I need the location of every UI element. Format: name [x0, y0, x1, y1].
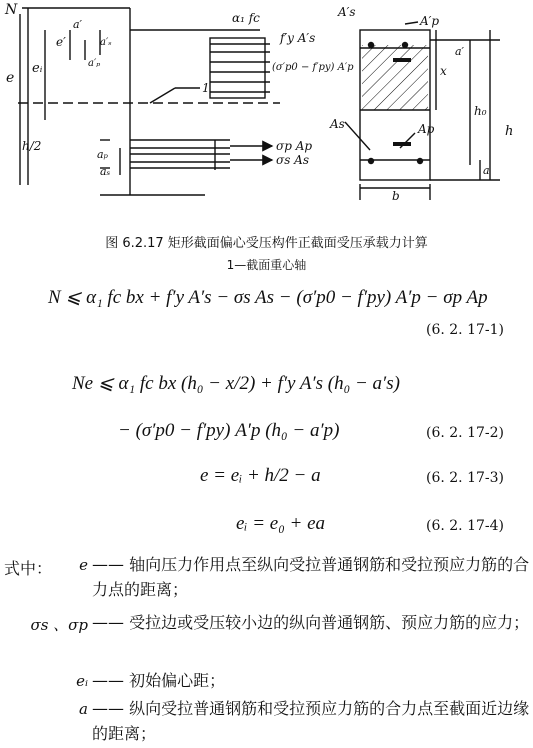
equation-3: e = eᵢ + h/2 − a — [200, 465, 321, 486]
def-desc-ei: —— 初始偏心距； — [92, 671, 226, 690]
label-As-prime: A′s — [338, 5, 356, 19]
label-Ap: Ap — [418, 122, 435, 136]
equation-1: N ⩽ α₁ fc bx + f′y A′s − σs As − (σ′p0 − f′py) A′p − σp Ap — [48, 287, 488, 308]
label-a-prime-right: a′ — [455, 45, 465, 58]
equation-4-number: (6. 2. 17-4) — [426, 518, 504, 534]
label-N: N — [5, 2, 18, 18]
equation-2-number: (6. 2. 17-2) — [426, 425, 504, 441]
label-a-right: a — [483, 164, 490, 177]
label-force-Ap: σp Ap — [276, 139, 313, 153]
label-force-As: σs As — [276, 153, 309, 167]
label-as: aₛ — [100, 165, 111, 178]
label-ap-prime: a′ₚ — [88, 58, 101, 69]
label-h0: h₀ — [474, 104, 487, 118]
label-x: x — [440, 64, 447, 78]
equation-4: eᵢ = e₀ + ea — [236, 513, 326, 534]
label-force-prestress: (σ′p0 − f′py) A′p — [272, 62, 354, 73]
label-ap: aₚ — [97, 148, 108, 161]
label-force-concrete: α₁ fc — [232, 11, 260, 25]
equation-3-number: (6. 2. 17-3) — [426, 470, 504, 486]
label-As: As — [330, 117, 345, 131]
label-force-As-prime: f′y A′s — [280, 31, 316, 45]
def-desc-a: —— 纵向受拉普通钢筋和受拉预应力筋的合力点至截面近边缘的距离； — [92, 699, 530, 743]
label-ei: eᵢ — [32, 61, 43, 76]
def-desc-e: —— 轴向压力作用点至纵向受拉普通钢筋和受拉预应力筋的合力点的距离； — [92, 555, 530, 599]
def-term-e: e — [79, 556, 88, 574]
equation-2-line1: Ne ⩽ α₁ fc bx (h₀ − x/2) + f′y A′s (h₀ − a′s) — [72, 373, 400, 394]
def-term-a: a — [79, 700, 88, 718]
figure-caption: 图 6.2.17 矩形截面偏心受压构件正截面受压承载力计算 — [105, 236, 428, 251]
equation-2-line2: − (σ′p0 − f′py) A′p (h₀ − a′p) — [118, 420, 340, 441]
label-a-prime: a′ — [73, 18, 83, 31]
where-label: 式中： — [4, 559, 53, 578]
label-h-half: h/2 — [22, 139, 42, 153]
label-as-prime: a′ₛ — [100, 37, 112, 48]
def-desc-sigma: —— 受拉边或受压较小边的纵向普通钢筋、预应力筋的应力； — [92, 613, 530, 632]
label-e-prime: e′ — [56, 35, 66, 49]
label-h: h — [505, 124, 514, 139]
section-figure — [0, 0, 533, 218]
label-Ap-prime: A′p — [420, 14, 440, 28]
label-axis-marker: 1 — [202, 81, 210, 95]
label-e: e — [6, 70, 15, 86]
def-term-sigma: σs 、σp — [30, 616, 88, 634]
figure-subcaption: 1—截面重心轴 — [226, 258, 307, 272]
def-term-ei: eᵢ — [76, 672, 88, 690]
equation-1-number: (6. 2. 17-1) — [426, 322, 504, 338]
label-b: b — [392, 189, 400, 203]
